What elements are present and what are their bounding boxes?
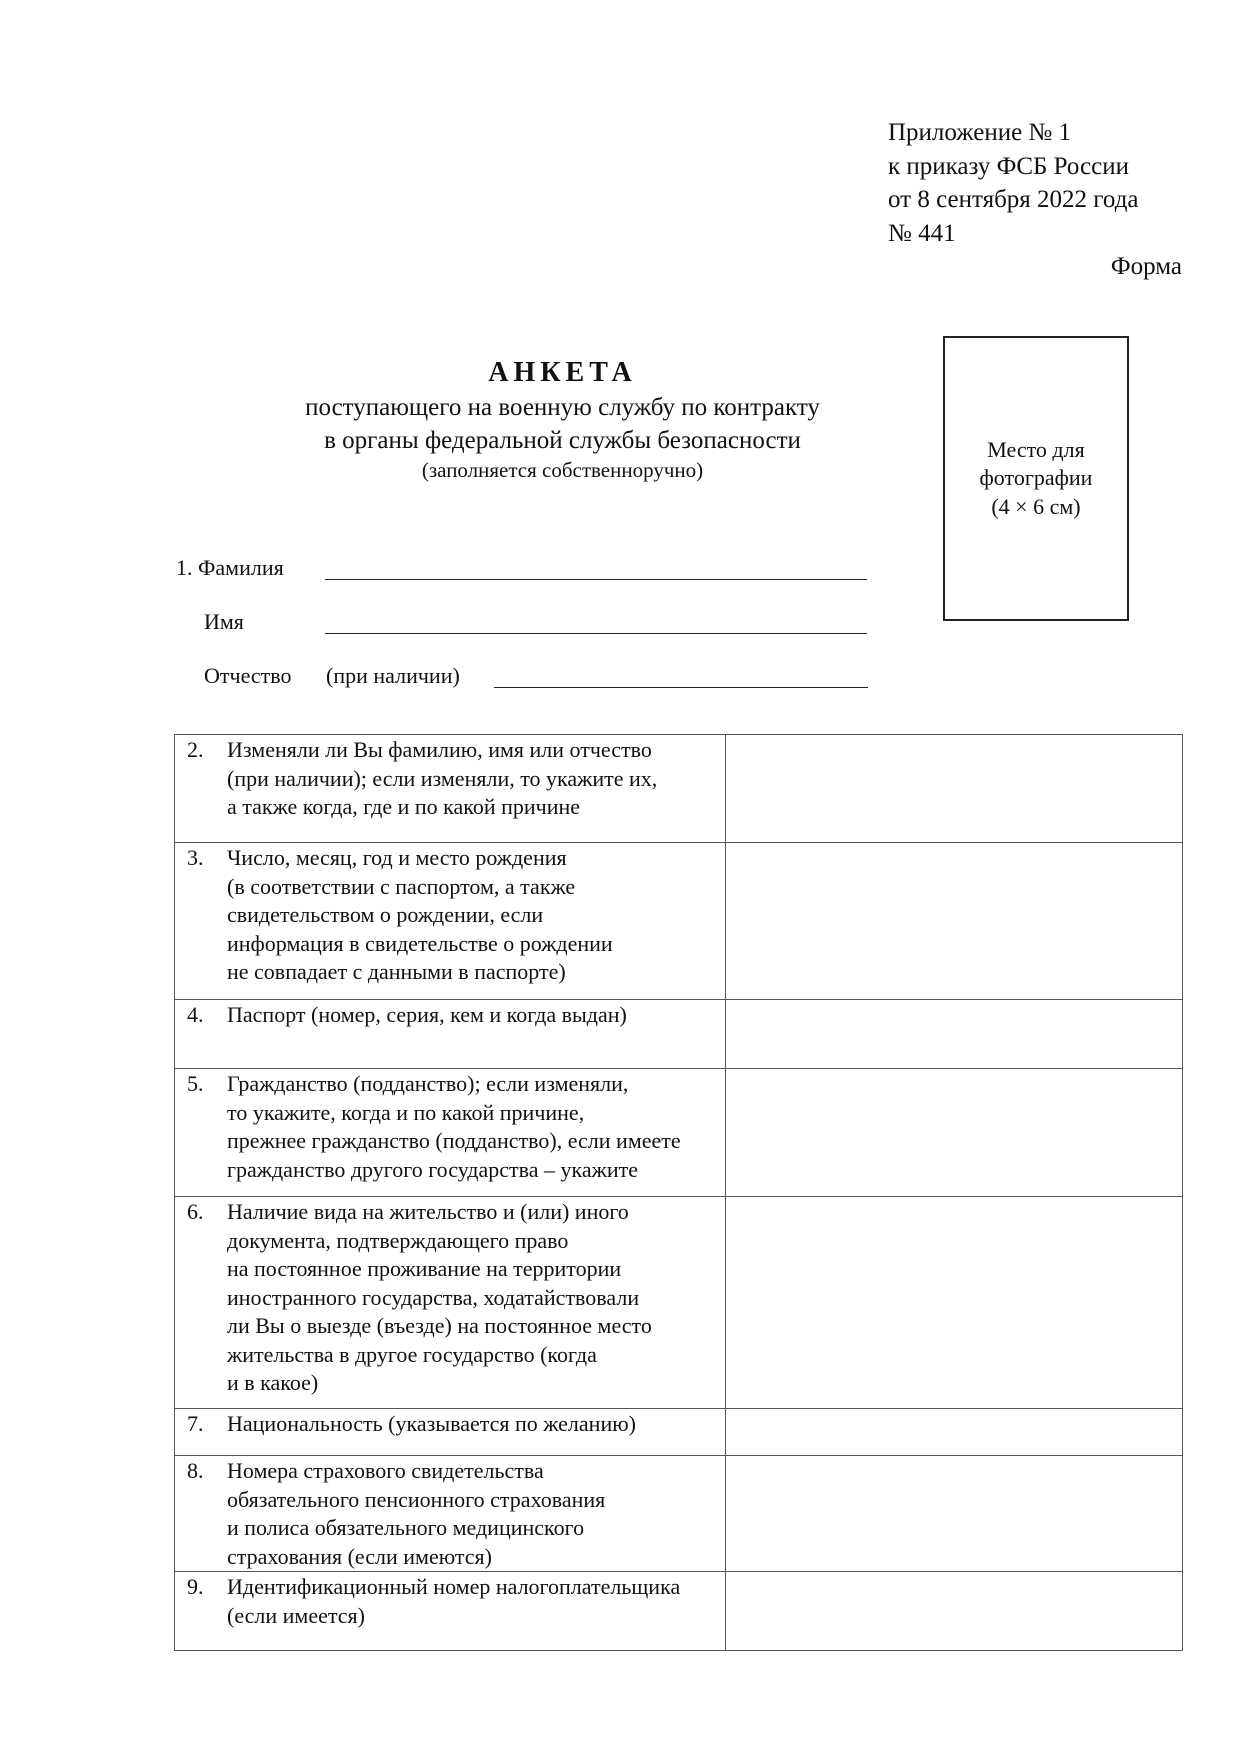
question-text-line: Наличие вида на жительство и (или) иного (227, 1199, 629, 1224)
document-subtitle-line: поступающего на военную службу по контракту (305, 394, 820, 421)
question-text-line: прежнее гражданство (подданство), если имеете (227, 1128, 681, 1153)
patronymic-field[interactable] (494, 687, 868, 688)
question-cell (175, 1456, 726, 1572)
question-row (175, 735, 1183, 843)
question-text-line: а также когда, где и по какой причине (227, 794, 581, 819)
photo-placeholder[interactable] (943, 336, 1129, 621)
surname-row (176, 554, 284, 582)
question-row (175, 1197, 1183, 1409)
question-text (227, 844, 715, 987)
question-row (175, 1456, 1183, 1572)
patronymic-row (204, 662, 292, 690)
question-number: 8. (187, 1458, 204, 1483)
question-text-line: гражданство другого государства – укажите (227, 1156, 638, 1182)
fill-instruction-note: (заполняется собственноручно) (421, 458, 704, 482)
question-text-line: Паспорт (номер, серия, кем и когда выдан) (227, 1002, 627, 1027)
patronymic-qualifier: (при наличии) (326, 663, 460, 688)
form-label: Форма (1110, 253, 1182, 280)
appendix-line: Приложение № 1 (888, 119, 1072, 146)
first-name-field[interactable] (325, 633, 867, 634)
question-row (175, 1409, 1183, 1456)
appendix-reference (888, 116, 1139, 250)
question-text (227, 1070, 715, 1184)
photo-size-label: (4 × 6 см) (991, 493, 1081, 519)
document-title-block (240, 355, 885, 484)
question-text-line: иностранного государства, ходатайствовали (227, 1284, 640, 1310)
answer-cell[interactable] (726, 1456, 1183, 1572)
question-cell (175, 1197, 726, 1409)
question-text-line: Идентификационный номер налогоплательщика (227, 1574, 681, 1599)
question-row (175, 843, 1183, 1000)
question-text (227, 1457, 715, 1571)
question-text-line: документа, подтверждающего право (227, 1227, 569, 1253)
photo-label-line: Место для (987, 436, 1085, 462)
question-text (227, 1198, 715, 1398)
answer-cell[interactable] (726, 1409, 1183, 1456)
first-name-label: Имя (204, 609, 244, 634)
answer-cell[interactable] (726, 843, 1183, 1000)
question-text-line: и в какое) (227, 1370, 319, 1395)
photo-placeholder-label (980, 436, 1093, 522)
question-cell (175, 1069, 726, 1197)
question-text-line: страхования (если имеются) (227, 1543, 492, 1569)
question-text-line: обязательного пенсионного страхования (227, 1486, 606, 1512)
answer-cell[interactable] (726, 1069, 1183, 1197)
document-title: АНКЕТА (488, 357, 637, 388)
question-text-line: то укажите, когда и по какой причине, (227, 1099, 585, 1125)
question-text-line: ли Вы о выезде (въезде) на постоянное место (227, 1313, 652, 1338)
question-row (175, 1069, 1183, 1197)
question-number: 3. (187, 845, 204, 870)
question-cell (175, 843, 726, 1000)
answer-cell[interactable] (726, 735, 1183, 843)
question-text-line: свидетельством о рождении, если (227, 902, 544, 927)
question-cell (175, 735, 726, 843)
answer-cell[interactable] (726, 1197, 1183, 1409)
question-text (227, 1410, 715, 1439)
question-row (175, 1000, 1183, 1069)
question-number: 7. (187, 1411, 204, 1436)
question-text-line: Изменяли ли Вы фамилию, имя или отчество (227, 737, 652, 762)
question-text-line: Число, месяц, год и место рождения (227, 845, 567, 870)
question-cell (175, 1572, 726, 1651)
question-text-line: Национальность (указывается по желанию) (227, 1411, 636, 1436)
question-text-line: и полиса обязательного медицинского (227, 1515, 585, 1540)
question-cell (175, 1000, 726, 1069)
answer-cell[interactable] (726, 1572, 1183, 1651)
first-name-row (204, 608, 244, 636)
document-subtitle-line: в органы федеральной службы безопасности (324, 427, 801, 454)
answer-cell[interactable] (726, 1000, 1183, 1069)
question-cell (175, 1409, 726, 1456)
patronymic-label: Отчество (204, 663, 292, 688)
appendix-line: № 441 (888, 219, 956, 247)
question-number: 2. (187, 737, 204, 762)
question-text-line: (если имеется) (227, 1602, 365, 1628)
question-text-line: не совпадает с данными в паспорте) (227, 959, 566, 984)
question-text-line: на постоянное проживание на территории (227, 1256, 622, 1281)
question-text-line: (при наличии); если изменяли, то укажите их, (227, 765, 658, 791)
question-text-line: (в соответствии с паспортом, а также (227, 873, 576, 899)
question-text (227, 736, 715, 822)
appendix-line: от 8 сентября 2022 года (888, 186, 1139, 213)
question-text-line: Номера страхового свидетельства (227, 1458, 544, 1483)
question-text (227, 1001, 715, 1030)
photo-label-line: фотографии (979, 465, 1093, 491)
question-text-line: жительства в другое государство (когда (227, 1341, 597, 1367)
surname-number: 1. (176, 555, 193, 580)
questionnaire-table (174, 734, 1183, 1651)
question-number: 4. (187, 1002, 204, 1027)
question-text-line: Гражданство (подданство); если изменяли, (227, 1071, 629, 1096)
appendix-line: к приказу ФСБ России (888, 152, 1130, 180)
question-text (227, 1573, 715, 1630)
surname-label: Фамилия (198, 555, 284, 580)
question-row (175, 1572, 1183, 1651)
question-text-line: информация в свидетельстве о рождении (227, 930, 613, 956)
question-number: 9. (187, 1574, 204, 1599)
question-number: 5. (187, 1071, 204, 1096)
question-number: 6. (187, 1199, 204, 1224)
surname-field[interactable] (325, 579, 867, 580)
